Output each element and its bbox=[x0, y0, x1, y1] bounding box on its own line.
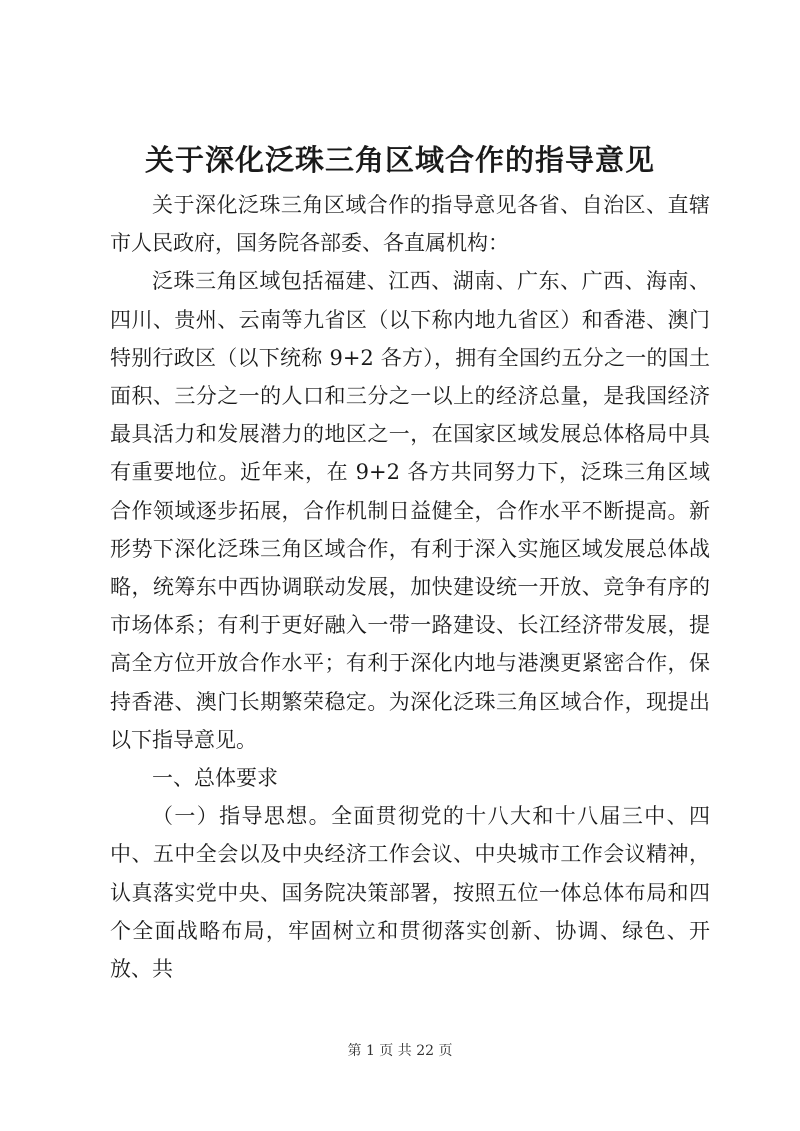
paragraph-introduction: 泛珠三角区域包括福建、江西、湖南、广东、广西、海南、四川、贵州、云南等九省区（以下称内地九省区）和香港、澳门特别行政区（以下统称 9+2 各方），拥有全国约五分之一的国土面积、三分之一的人口和三分之一以上的经济总量，是我国经济最具活力和发展潜力的地区之一，在国家区域发展总体格局中具有重要地位。近年来，在 9+2 各方共同努力下，泛珠三角区域合作领域逐步拓展，合作机制日益健全，合作水平不断提高。新形势下深化泛珠三角区域合作，有利于深入实施区域发展总体战略，统筹东中西协调联动发展，加快建设统一开放、竞争有序的市场体系；有利于更好融入一带一路建设、长江经济带发展，提高全方位开放合作水平；有利于深化内地与港澳更紧密合作，保持香港、澳门长期繁荣稳定。为深化泛珠三角区域合作，现提出以下指导意见。 bbox=[110, 269, 710, 752]
paragraph-salutation: 关于深化泛珠三角区域合作的指导意见各省、自治区、直辖市人民政府，国务院各部委、各直属机构： bbox=[110, 193, 710, 256]
page-number-footer: 第 1 页 共 22 页 bbox=[347, 1043, 453, 1059]
section-heading-general-requirements: 一、总体要求 bbox=[152, 766, 278, 791]
document-body bbox=[110, 186, 710, 988]
document-title: 关于深化泛珠三角区域合作的指导意见 bbox=[144, 143, 655, 177]
paragraph-guiding-ideology: （一）指导思想。全面贯彻党的十八大和十八届三中、四中、五中全会以及中央经济工作会议、中央城市工作会议精神，认真落实党中央、国务院决策部署，按照五位一体总体布局和四个全面战略布局，牢固树立和贯彻落实创新、协调、绿色、开放、共 bbox=[110, 804, 710, 982]
